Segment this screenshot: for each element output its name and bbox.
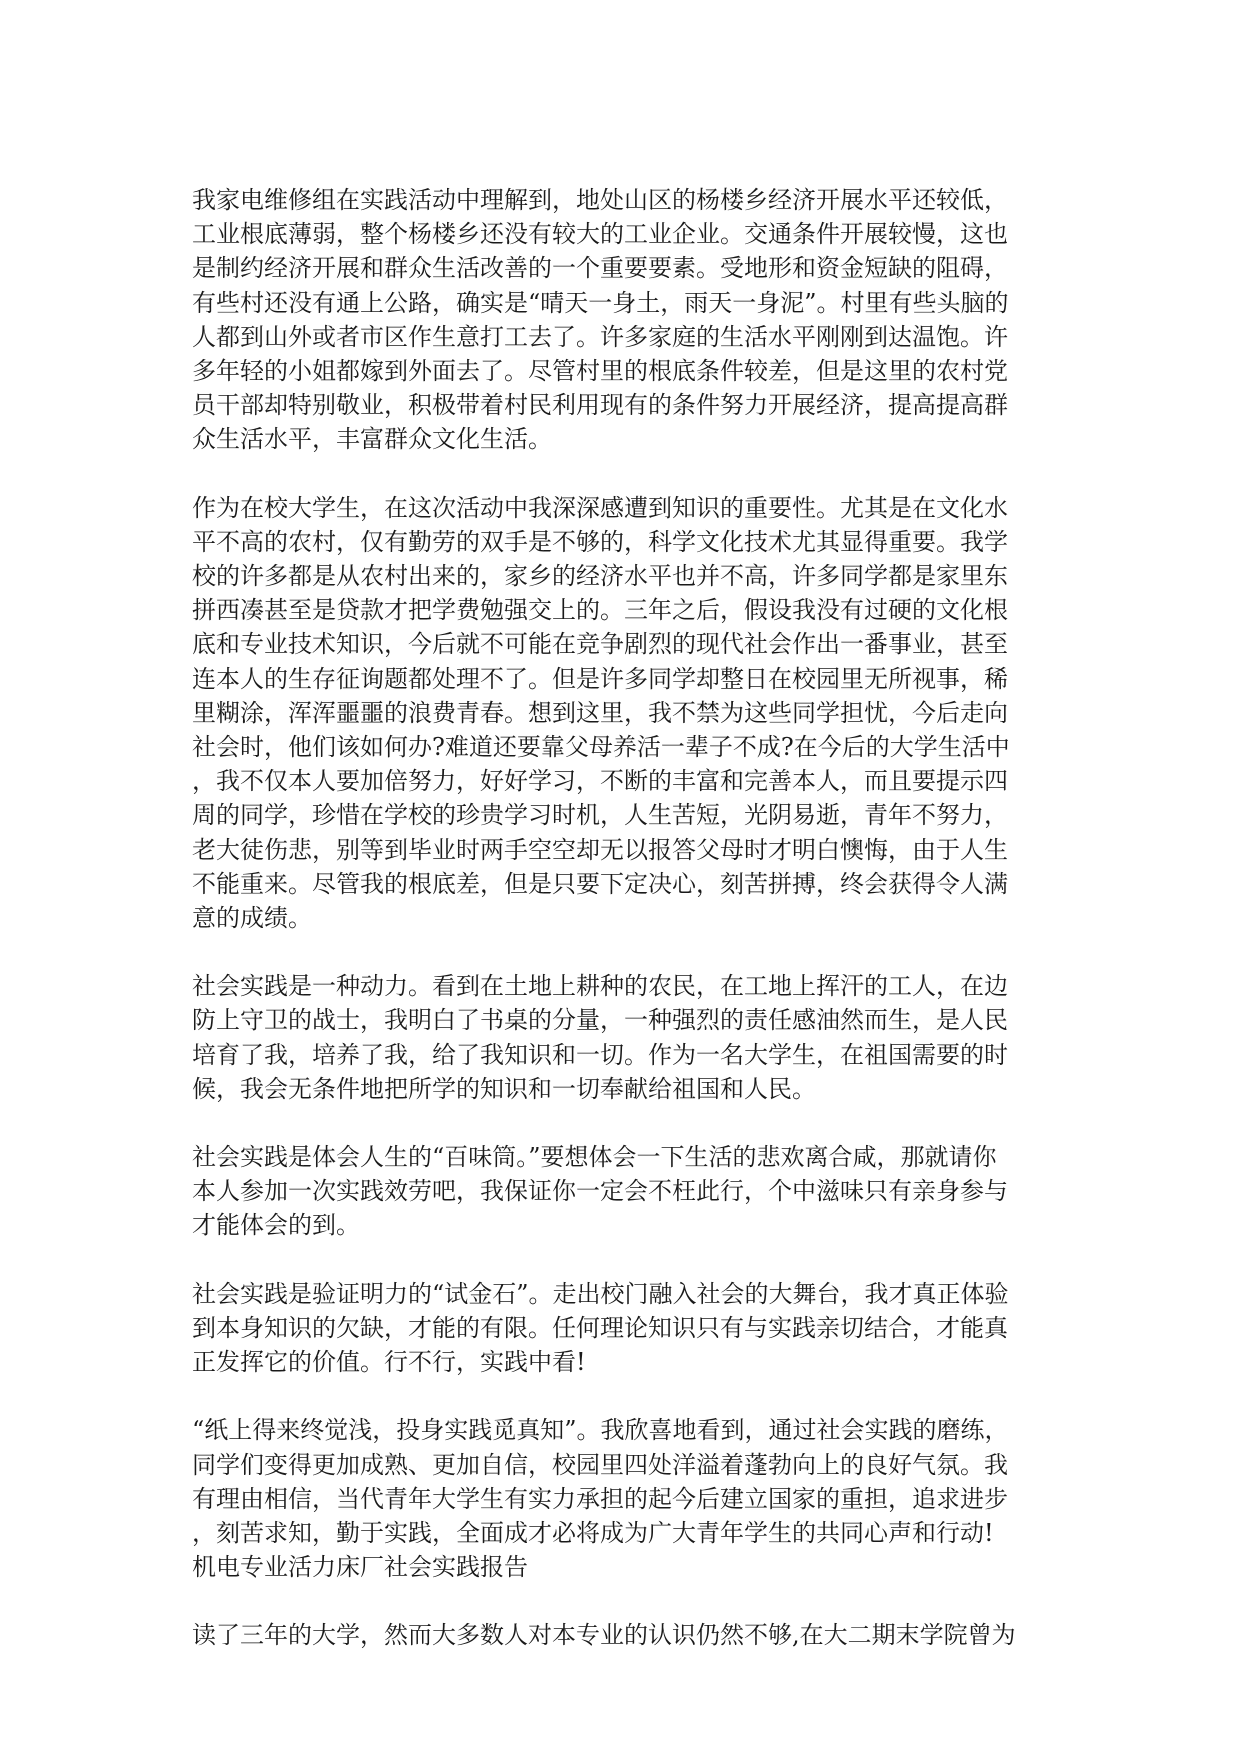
text-line: 我家电维修组在实践活动中理解到，地处山区的杨楼乡经济开展水平还较低， bbox=[192, 186, 1008, 214]
text-line: 作为在校大学生，在这次活动中我深深感遭到知识的重要性。尤其是在文化水 bbox=[192, 493, 1008, 522]
text-line: 底和专业技术知识，今后就不可能在竞争剧烈的现代社会作出一番事业，甚至 bbox=[192, 630, 1008, 659]
text-line: 连本人的生存征询题都处理不了。但是许多同学却整日在校园里无所视事，稀 bbox=[192, 664, 1008, 693]
text-line: 培育了我，培养了我，给了我知识和一切。作为一名大学生，在祖国需要的时 bbox=[192, 1040, 1008, 1069]
text-line: 防上守卫的战士，我明白了书桌的分量，一种强烈的责任感油然而生，是人民 bbox=[192, 1006, 1008, 1035]
text-line: 社会时，他们该如何办?难道还要靠父母养活一辈子不成?在今后的大学生活中 bbox=[192, 733, 1010, 762]
text-line: 才能体会的到。 bbox=[192, 1211, 360, 1240]
text-line: 工业根底薄弱，整个杨楼乡还没有较大的工业企业。交通条件开展较慢，这也 bbox=[192, 220, 1008, 249]
text-line: 多年轻的小姐都嫁到外面去了。尽管村里的根底条件较差，但是这里的农村党 bbox=[192, 357, 1008, 386]
paragraph-1 bbox=[192, 183, 1052, 457]
text-line: 同学们变得更加成熟、更加自信，校园里四处洋溢着蓬勃向上的良好气氛。我 bbox=[192, 1450, 1008, 1479]
text-line: 老大徒伤悲，别等到毕业时两手空空却无以报答父母时才明白懊悔，由于人生 bbox=[192, 835, 1008, 864]
text-line: 人都到山外或者市区作生意打工去了。许多家庭的生活水平刚刚到达温饱。许 bbox=[192, 322, 1008, 351]
paragraph-4 bbox=[192, 1140, 1052, 1243]
text-line: 读了三年的大学，然而大多数人对本专业的认识仍然不够,在大二期末学院曾为 bbox=[192, 1621, 1016, 1650]
text-line: 候，我会无条件地把所学的知识和一切奉献给祖国和人民。 bbox=[192, 1074, 816, 1103]
text-line: 社会实践是体会人生的“百味筒。”要想体会一下生活的悲欢离合咸，那就请你 bbox=[192, 1143, 997, 1172]
text-line: 本人参加一次实践效劳吧，我保证你一定会不枉此行，个中滋味只有亲身参与 bbox=[192, 1177, 1008, 1206]
paragraph-6 bbox=[192, 1413, 1052, 1584]
document-page bbox=[192, 183, 1052, 1653]
paragraph-2 bbox=[192, 491, 1052, 936]
text-line: 社会实践是一种动力。看到在土地上耕种的农民，在工地上挥汗的工人，在边 bbox=[192, 972, 1008, 1001]
text-line: 不能重来。尽管我的根底差，但是只要下定决心，刻苦拼搏，终会获得令人满 bbox=[192, 869, 1008, 898]
section-title: 机电专业活力床厂社会实践报告 bbox=[192, 1553, 528, 1582]
text-line: 是制约经济开展和群众生活改善的一个重要要素。受地形和资金短缺的阻碍， bbox=[192, 254, 1008, 283]
text-line: 拼西凑甚至是贷款才把学费勉强交上的。三年之后，假设我没有过硬的文化根 bbox=[192, 596, 1008, 625]
text-line: 社会实践是验证明力的“试金石”。走出校门融入社会的大舞台，我才真正体验 bbox=[192, 1279, 1009, 1308]
paragraph-7 bbox=[192, 1618, 1052, 1652]
paragraph-5 bbox=[192, 1277, 1052, 1380]
text-line: 众生活水平，丰富群众文化生活。 bbox=[192, 425, 552, 454]
text-line: 平不高的农村，仅有勤劳的双手是不够的，科学文化技术尤其显得重要。我学 bbox=[192, 527, 1008, 556]
text-line: ，刻苦求知，勤于实践，全面成才必将成为广大青年学生的共同心声和行动! bbox=[192, 1518, 994, 1547]
text-line: 周的同学，珍惜在学校的珍贵学习时机，人生苦短，光阴易逝，青年不努力， bbox=[192, 801, 1008, 830]
text-line: 校的许多都是从农村出来的，家乡的经济水平也并不高，许多同学都是家里东 bbox=[192, 562, 1008, 591]
text-line: 正发挥它的价值。行不行，实践中看! bbox=[192, 1348, 586, 1377]
text-line: “纸上得来终觉浅，投身实践觅真知”。我欣喜地看到，通过社会实践的磨练， bbox=[192, 1416, 1009, 1445]
text-line: 里糊涂，浑浑噩噩的浪费青春。想到这里，我不禁为这些同学担忧，今后走向 bbox=[192, 698, 1008, 727]
text-line: 员干部却特别敬业，积极带着村民利用现有的条件努力开展经济，提高提高群 bbox=[192, 391, 1008, 420]
text-line: 意的成绩。 bbox=[192, 904, 312, 933]
text-line: 有理由相信，当代青年大学生有实力承担的起今后建立国家的重担，追求进步 bbox=[192, 1484, 1008, 1513]
paragraph-3 bbox=[192, 969, 1052, 1106]
text-line: ，我不仅本人要加倍努力，好好学习，不断的丰富和完善本人，而且要提示四 bbox=[192, 767, 1008, 796]
text-line: 有些村还没有通上公路，确实是“晴天一身土，雨天一身泥”。村里有些头脑的 bbox=[192, 288, 1009, 317]
text-line: 到本身知识的欠缺，才能的有限。任何理论知识只有与实践亲切结合，才能真 bbox=[192, 1313, 1008, 1342]
